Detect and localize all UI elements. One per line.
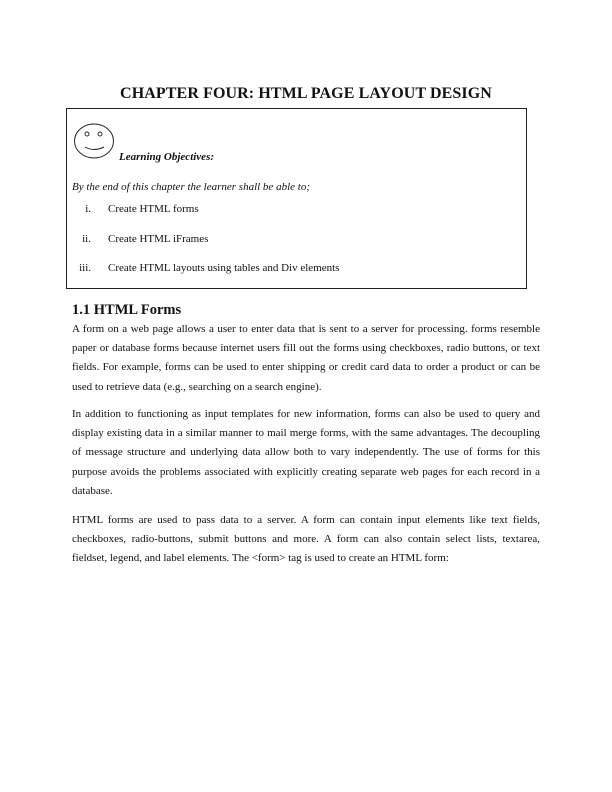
objectives-heading: Learning Objectives: <box>119 151 215 163</box>
paragraph: A form on a web page allows a user to enter data that is sent to a server for processing. forms resemble paper or database forms because internet users fill out the forms using checkboxes, radio buttons, or text fields. For example, forms can be used to enter shipping or credit card data to order a product or can be used to retrieve data (e.g., searching on a search engine). <box>72 323 540 393</box>
section-heading: 1.1 HTML Forms <box>72 302 182 318</box>
smiley-face-icon <box>73 122 115 160</box>
objective-number: i. <box>85 203 91 215</box>
objective-number: iii. <box>79 262 91 274</box>
chapter-title: CHAPTER FOUR: HTML PAGE LAYOUT DESIGN <box>120 85 492 102</box>
objective-text: Create HTML iFrames <box>108 233 209 245</box>
objective-text: Create HTML layouts using tables and Div elements <box>108 262 340 274</box>
learning-objectives-box <box>66 108 527 289</box>
objective-number: ii. <box>82 233 91 245</box>
paragraph: In addition to functioning as input templates for new information, forms can also be used to query and display existing data in a similar manner to mail merge forms, with the same advantages. The decoupling of message structure and underlying data allow both to vary independently. The use of forms for this purpose avoids the problems associated with explicitly creating separate web pages for each record in a database. <box>72 408 540 497</box>
objective-text: Create HTML forms <box>108 203 199 215</box>
paragraph: HTML forms are used to pass data to a server. A form can contain input elements like text fields, checkboxes, radio-buttons, submit buttons and more. A form can also contain select lists, textarea, fieldset, legend, and label elements. The <form> tag is used to create an HTML form: <box>72 514 540 565</box>
objectives-intro: By the end of this chapter the learner shall be able to; <box>72 181 310 193</box>
